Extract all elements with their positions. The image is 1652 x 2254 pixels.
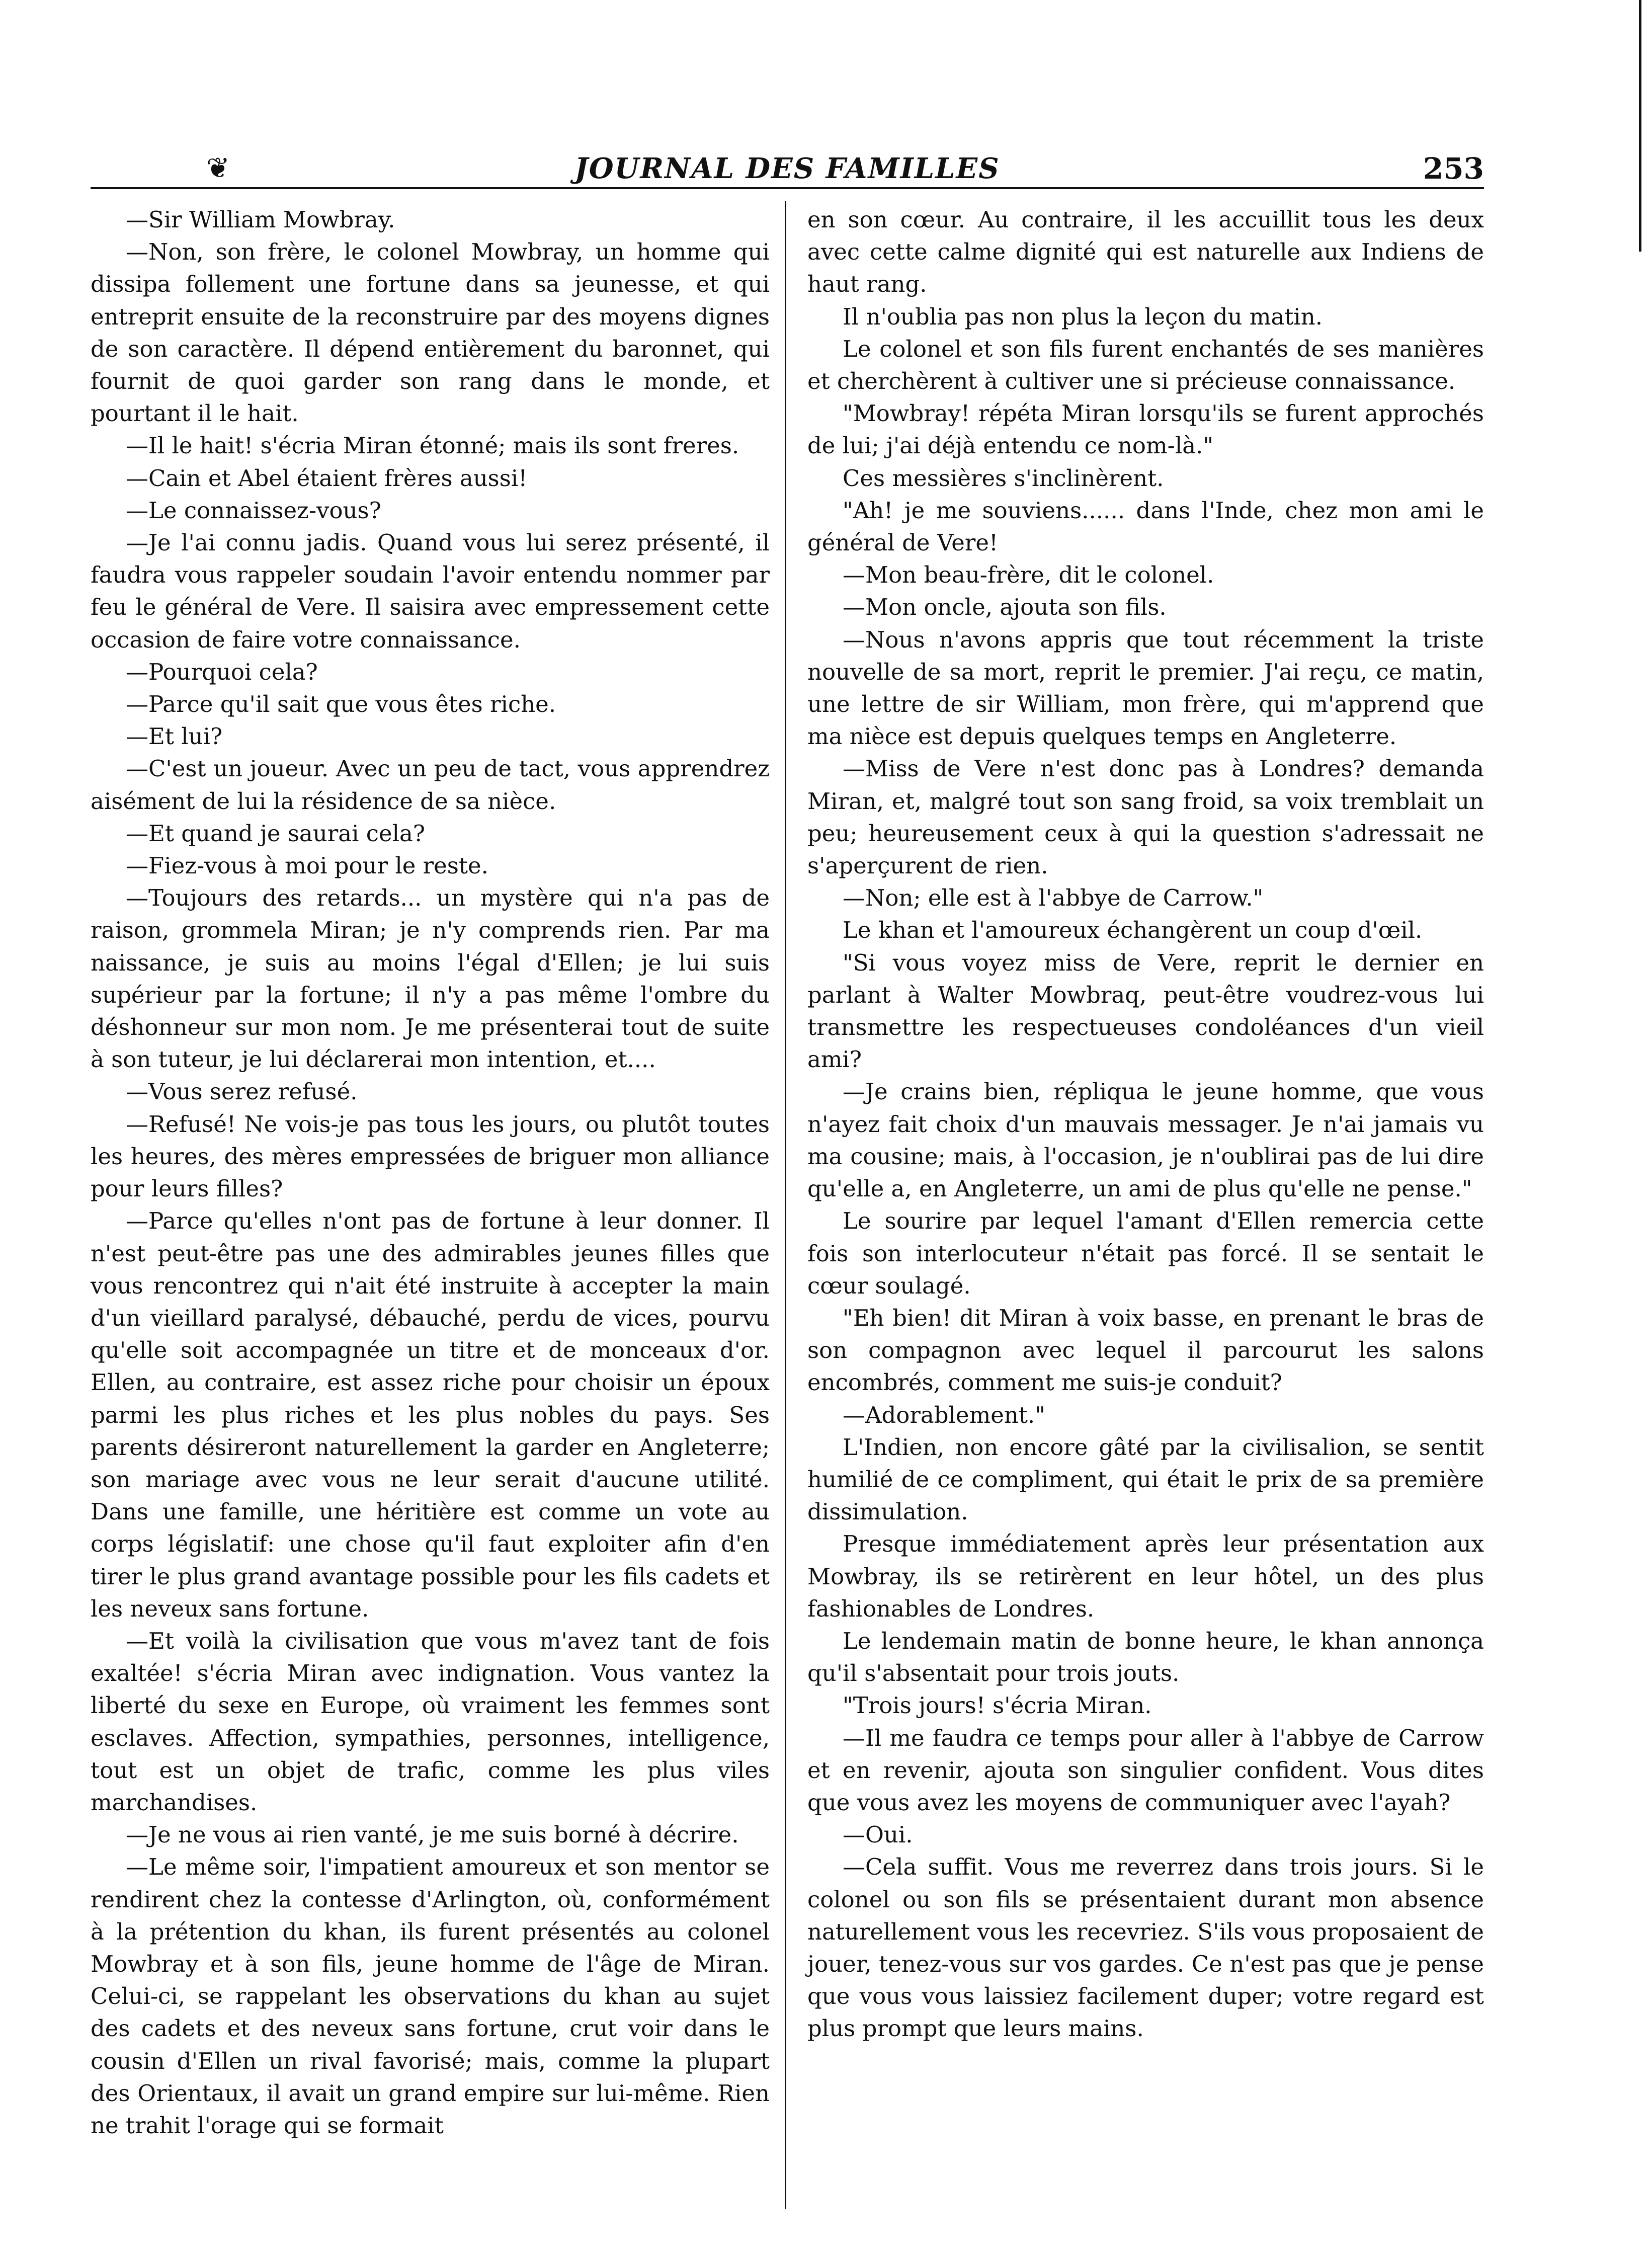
paragraph: L'Indien, non encore gâté par la civilisalion, se sentit humilié de ce compliment, qui était le prix de sa première dissimulation. (807, 1433, 1484, 1525)
paragraph: —Et quand je saurai cela? (126, 820, 425, 847)
page-header (91, 146, 1484, 191)
paragraph: —Parce qu'elles n'ont pas de fortune à leur donner. Il n'est peut-être pas une des admirables jeunes filles que vous rencontrez qui n'ait été instruite à accepter la main d'un vieillard paralysé, débauché, perdu de vices, pourvu qu'elle soit accompagnée un titre et de monceaux d'or. Ellen, au contraire, est assez riche pour choisir un époux parmi les plus riches et les plus nobles du pays. Ses parents désireront naturellement la garder en Angleterre; son mariage avec vous ne leur serait d'aucune utilité. Dans une famille, une héritière est comme un vote au corps législatif: une chose qu'il faut exploiter afin d'en tirer le plus grand avantage possible pour les fils cadets et les neveux sans fortune. (91, 1208, 770, 1622)
paragraph: Le sourire par lequel l'amant d'Ellen remercia cette fois son interlocuteur n'était pas forcé. Il se sentait le cœur soulagé. (807, 1208, 1484, 1299)
paragraph: —Il le hait! s'écria Miran étonné; mais ils sont freres. (126, 432, 739, 459)
paragraph: —Non; elle est à l'abbye de Carrow." (843, 884, 1264, 912)
paragraph: "Ah! je me souviens...... dans l'Inde, chez mon ami le général de Vere! (807, 497, 1484, 556)
paragraph: —Mon beau-frère, dit le colonel. (843, 561, 1214, 589)
paragraph: —Et voilà la civilisation que vous m'avez tant de fois exaltée! s'écria Miran avec indignation. Vous vantez la liberté du sexe en Europe, où vraiment les femmes sont esclaves. Affection, sympathies, personnes, intelligence, tout est un objet de trafic, comme les plus viles marchandises. (91, 1627, 770, 1816)
column-divider (785, 201, 786, 2209)
paragraph: Le colonel et son fils furent enchantés de ses manières et cherchèrent à cultiver une si précieuse connaissance. (807, 335, 1484, 395)
paragraph: —Refusé! Ne vois-je pas tous les jours, ou plutôt toutes les heures, des mères empressées de briguer mon alliance pour leurs filles? (91, 1110, 770, 1202)
header-rule (91, 187, 1484, 189)
paragraph: —Oui. (843, 1821, 913, 1848)
paragraph: —Le connaissez-vous? (126, 497, 381, 524)
paragraph: —Il me faudra ce temps pour aller à l'abbye de Carrow et en revenir, ajouta son singulier confident. Vous dites que vous avez les moyens de communiquer avec l'ayah? (807, 1724, 1484, 1816)
ornament-icon: ❦ (206, 152, 230, 185)
paragraph: —C'est un joueur. Avec un peu de tact, vous apprendrez aisément de lui la résidence de sa nièce. (91, 755, 770, 815)
paragraph: —Mon oncle, ajouta son fils. (843, 594, 1167, 621)
paragraph: —Sir William Mowbray. (126, 206, 395, 233)
paragraph: —Je l'ai connu jadis. Quand vous lui serez présenté, il faudra vous rappeler soudain l'avoir entendu nommer par feu le général de Vere. Il saisira avec empressement cette occasion de faire votre connaissance. (91, 529, 770, 653)
paragraph: —Parce qu'il sait que vous êtes riche. (126, 691, 556, 718)
paragraph: "Eh bien! dit Miran à voix basse, en prenant le bras de son compagnon avec lequel il parcourut les salons encombrés, comment me suis-je conduit? (807, 1304, 1484, 1396)
paragraph: —Cela suffit. Vous me reverrez dans trois jours. Si le colonel ou son fils se présentaient durant mon absence naturellement vous les recevriez. S'ils vous proposaient de jouer, tenez-vous sur vos gardes. Ce n'est pas que je pense que vous vous laissiez facilement duper; votre regard est plus prompt que leurs mains. (807, 1854, 1484, 2042)
page-edge-line (1639, 0, 1641, 252)
paragraph: —Non, son frère, le colonel Mowbray, un homme qui dissipa follement une fortune dans sa jeunesse, et qui entreprit ensuite de la reconstruire par des moyens dignes de son caractère. Il dépend entièrement du baronnet, qui fournit de quoi garder son rang dans le monde, et pourtant il le hait. (91, 238, 770, 427)
paragraph: Le khan et l'amoureux échangèrent un coup d'œil. (843, 917, 1423, 944)
paragraph: Ces messières s'inclinèrent. (843, 464, 1164, 492)
paragraph: Presque immédiatement après leur présentation aux Mowbray, ils se retirèrent en leur hôtel, un des plus fashionables de Londres. (807, 1531, 1484, 1622)
paragraph: —Miss de Vere n'est donc pas à Londres? demanda Miran, et, malgré tout son sang froid, sa voix tremblait un peu; heureusement ceux à qui la question s'adressait ne s'aperçurent de rien. (807, 755, 1484, 879)
paragraph: —Fiez-vous à moi pour le reste. (126, 852, 488, 879)
paragraph: Le lendemain matin de bonne heure, le khan annonça qu'il s'absentait pour trois jouts. (807, 1627, 1484, 1687)
paragraph: —Le même soir, l'impatient amoureux et son mentor se rendirent chez la contesse d'Arlington, où, conformément à la prétention du khan, ils furent présentés au colonel Mowbray et à son fils, jeune homme de l'âge de Miran. Celui-ci, se rappelant les observations du khan au sujet des cadets et des neveux sans fortune, crut voir dans le cousin d'Ellen un rival favorisé; mais, comme la plupart des Orientaux, il avait un grand empire sur lui-même. Rien ne trahit l'orage qui se formait (91, 1854, 770, 2139)
paragraph: —Je crains bien, répliqua le jeune homme, que vous n'ayez fait choix d'un mauvais messager. Je n'ai jamais vu ma cousine; mais, à l'occasion, je n'oublirai pas de lui dire qu'elle a, en Angleterre, un ami de plus qu'elle ne pense." (807, 1078, 1484, 1202)
paragraph: —Vous serez refusé. (126, 1078, 358, 1105)
paragraph: —Adorablement." (843, 1401, 1045, 1428)
paragraph: —Pourquoi cela? (126, 658, 318, 685)
paragraph: Il n'oublia pas non plus la leçon du matin. (843, 303, 1323, 330)
page-number: 253 (1423, 151, 1484, 186)
right-column (807, 204, 1484, 2045)
paragraph: en son cœur. Au contraire, il les accuillit tous les deux avec cette calme dignité qui est naturelle aux Indiens de haut rang. (807, 206, 1484, 298)
paragraph: —Toujours des retards... un mystère qui n'a pas de raison, grommela Miran; je n'y comprends rien. Par ma naissance, je suis au moins l'égal d'Ellen; je lui suis supérieur par la fortune; il n'y a pas même l'ombre du déshonneur sur mon nom. Je me présenterai tout de suite à son tuteur, je lui déclarerai mon intention, et.... (91, 884, 770, 1073)
running-title: JOURNAL DES FAMILLES (574, 152, 1000, 185)
paragraph: —Nous n'avons appris que tout récemment la triste nouvelle de sa mort, reprit le premier. J'ai reçu, ce matin, une lettre de sir William, mon frère, qui m'apprend que ma nièce est depuis quelques temps en Angleterre. (807, 626, 1484, 750)
paragraph: —Je ne vous ai rien vanté, je me suis borné à décrire. (126, 1821, 739, 1848)
paragraph: "Trois jours! s'écria Miran. (843, 1692, 1152, 1719)
paragraph: —Et lui? (126, 723, 223, 750)
paragraph: "Mowbray! répéta Miran lorsqu'ils se furent approchés de lui; j'ai déjà entendu ce nom-là." (807, 400, 1484, 459)
paragraph: —Cain et Abel étaient frères aussi! (126, 464, 528, 492)
paragraph: "Si vous voyez miss de Vere, reprit le dernier en parlant à Walter Mowbraq, peut-être voudrez-vous lui transmettre les respectueuses condoléances d'un vieil ami? (807, 949, 1484, 1073)
left-column (91, 204, 770, 2142)
